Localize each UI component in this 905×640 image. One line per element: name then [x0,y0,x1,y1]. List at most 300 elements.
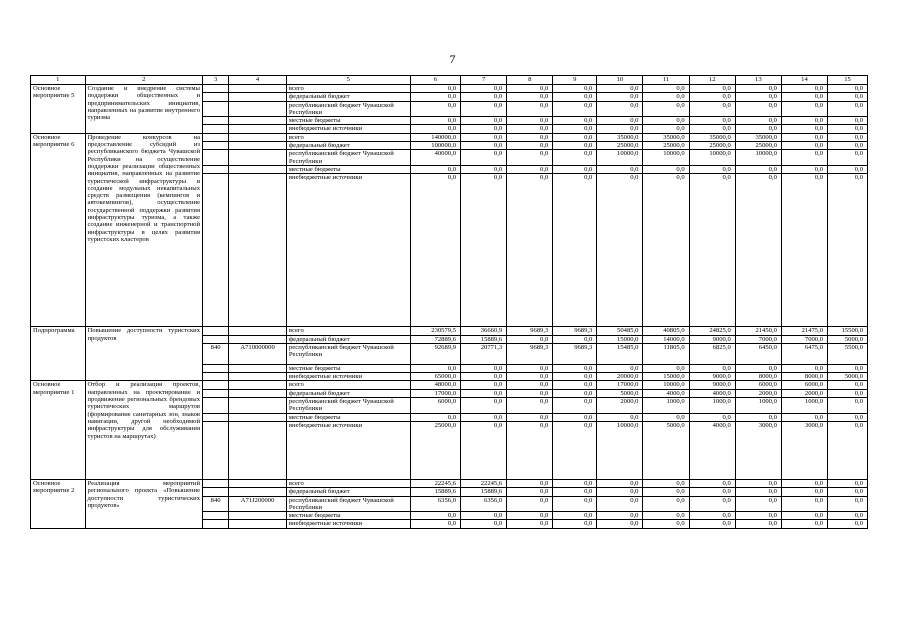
amount-cell: 6356,0 [461,496,507,512]
amount-cell: 15889,6 [410,488,460,496]
funding-source: федеральный бюджет [286,335,410,343]
amount-cell: 22245,6 [410,479,460,487]
amount-cell: 0,0 [689,101,735,117]
amount-cell: 2000,0 [735,389,781,397]
amount-cell: 5000,0 [828,335,868,343]
amount-cell: 0,0 [597,125,643,133]
amount-cell: 25000,0 [597,142,643,150]
amount-cell: 0,0 [507,101,553,117]
column-number-header: 10 [597,76,643,85]
amount-cell: 9689,3 [507,343,553,364]
amount-cell: 0,0 [553,520,597,528]
amount-cell: 9689,3 [553,327,597,335]
amount-cell: 0,0 [828,381,868,389]
ministry-code [203,150,229,166]
amount-cell: 0,0 [828,85,868,93]
target-article-code [229,520,287,528]
amount-cell: 9689,3 [507,327,553,335]
column-number-header: 6 [410,76,460,85]
target-article-code [229,117,287,125]
ministry-code [203,117,229,125]
funding-source: местные бюджеты [286,512,410,520]
amount-cell: 25000,0 [643,142,689,150]
amount-cell: 6000,0 [410,398,460,414]
amount-cell: 0,0 [461,174,507,327]
amount-cell: 0,0 [410,125,460,133]
amount-cell: 0,0 [507,85,553,93]
amount-cell: 0,0 [461,381,507,389]
amount-cell: 0,0 [828,520,868,528]
target-article-code [229,327,287,335]
amount-cell: 0,0 [507,165,553,173]
amount-cell: 0,0 [643,101,689,117]
amount-cell: 0,0 [507,373,553,381]
amount-cell: 0,0 [828,174,868,327]
amount-cell: 36660,9 [461,327,507,335]
column-number-header: 12 [689,76,735,85]
amount-cell: 0,0 [553,364,597,372]
ministry-code [203,142,229,150]
amount-cell: 0,0 [507,421,553,479]
amount-cell: 0,0 [643,520,689,528]
ministry-code [203,165,229,173]
amount-cell: 0,0 [643,174,689,327]
target-article-code: A71J200000 [229,496,287,512]
amount-cell: 0,0 [597,85,643,93]
funding-source: федеральный бюджет [286,389,410,397]
funding-source: всего [286,327,410,335]
amount-cell: 0,0 [597,174,643,327]
amount-cell: 0,0 [553,488,597,496]
amount-cell: 0,0 [735,101,781,117]
target-article-code [229,421,287,479]
amount-cell: 0,0 [553,398,597,414]
amount-cell: 0,0 [507,142,553,150]
amount-cell: 10000,0 [643,381,689,389]
table-row [31,133,868,141]
amount-cell: 65000,0 [410,373,460,381]
funding-source: внебюджетные источники [286,520,410,528]
amount-cell: 0,0 [410,165,460,173]
amount-cell: 4000,0 [689,421,735,479]
target-article-code [229,335,287,343]
amount-cell: 0,0 [781,512,827,520]
amount-cell: 0,0 [461,413,507,421]
amount-cell: 6356,0 [410,496,460,512]
amount-cell: 5500,0 [828,343,868,364]
amount-cell: 0,0 [643,85,689,93]
amount-cell: 0,0 [553,381,597,389]
amount-cell: 2000,0 [781,389,827,397]
target-article-code [229,85,287,93]
amount-cell: 0,0 [553,93,597,101]
funding-source: внебюджетные источники [286,421,410,479]
amount-cell: 21450,0 [735,327,781,335]
target-article-code [229,142,287,150]
amount-cell: 0,0 [828,125,868,133]
amount-cell: 92689,9 [410,343,460,364]
amount-cell: 0,0 [643,364,689,372]
amount-cell: 0,0 [643,165,689,173]
column-number-header: 14 [781,76,827,85]
funding-source: всего [286,85,410,93]
amount-cell: 0,0 [689,85,735,93]
amount-cell: 40000,0 [410,150,460,166]
amount-cell: 0,0 [643,413,689,421]
funding-source: федеральный бюджет [286,142,410,150]
amount-cell: 11805,0 [643,343,689,364]
ministry-code [203,421,229,479]
target-article-code [229,398,287,414]
column-number-header: 13 [735,76,781,85]
program-description: Реализация мероприятий регионального проекта «Повышение доступности туристических продуктов» [85,479,202,528]
amount-cell: 0,0 [781,488,827,496]
ministry-code [203,335,229,343]
amount-cell: 9000,0 [689,381,735,389]
amount-cell: 0,0 [553,389,597,397]
table-row [31,327,868,335]
amount-cell: 0,0 [828,398,868,414]
amount-cell: 0,0 [689,520,735,528]
column-number-header: 9 [553,76,597,85]
amount-cell: 0,0 [643,496,689,512]
funding-source: местные бюджеты [286,413,410,421]
amount-cell: 0,0 [828,101,868,117]
header-row [31,76,868,85]
amount-cell: 0,0 [507,364,553,372]
ministry-code [203,479,229,487]
amount-cell: 0,0 [553,496,597,512]
amount-cell: 0,0 [781,117,827,125]
amount-cell: 0,0 [507,479,553,487]
amount-cell: 4000,0 [689,389,735,397]
amount-cell: 72889,6 [410,335,460,343]
column-number-header: 15 [828,76,868,85]
amount-cell: 0,0 [507,381,553,389]
amount-cell: 10000,0 [643,150,689,166]
ministry-code [203,398,229,414]
amount-cell: 15889,6 [461,335,507,343]
amount-cell: 0,0 [410,364,460,372]
target-article-code [229,125,287,133]
amount-cell: 0,0 [781,520,827,528]
column-number-header: 1 [31,76,86,85]
ministry-code [203,101,229,117]
amount-cell: 0,0 [643,125,689,133]
amount-cell: 0,0 [597,413,643,421]
amount-cell: 35000,0 [643,133,689,141]
column-number-header: 3 [203,76,229,85]
ministry-code [203,327,229,335]
amount-cell: 0,0 [735,520,781,528]
amount-cell: 0,0 [507,512,553,520]
amount-cell: 0,0 [461,421,507,479]
ministry-code [203,125,229,133]
ministry-code [203,413,229,421]
target-article-code: A710000000 [229,343,287,364]
amount-cell: 0,0 [643,93,689,101]
target-article-code [229,93,287,101]
amount-cell: 0,0 [461,85,507,93]
amount-cell: 10000,0 [597,421,643,479]
ministry-code [203,373,229,381]
ministry-code [203,174,229,327]
amount-cell: 140000,0 [410,133,460,141]
amount-cell: 0,0 [461,512,507,520]
amount-cell: 0,0 [735,479,781,487]
ministry-code [203,364,229,372]
amount-cell: 0,0 [410,413,460,421]
amount-cell: 6475,0 [781,343,827,364]
target-article-code [229,133,287,141]
ministry-code [203,488,229,496]
amount-cell: 0,0 [553,413,597,421]
amount-cell: 0,0 [507,150,553,166]
ministry-code [203,133,229,141]
amount-cell: 4000,0 [643,389,689,397]
amount-cell: 0,0 [461,117,507,125]
amount-cell: 0,0 [507,520,553,528]
amount-cell: 0,0 [553,512,597,520]
target-article-code [229,381,287,389]
target-article-code [229,512,287,520]
program-description: Создание и внедрение системы поддержки общественных и предпринимательских инициатив, направленных на развитие внутреннего туризма [85,85,202,134]
amount-cell: 50485,0 [597,327,643,335]
program-title: Основное мероприятие 6 [31,133,86,326]
funding-source: всего [286,479,410,487]
funding-source: федеральный бюджет [286,488,410,496]
amount-cell: 0,0 [828,496,868,512]
amount-cell: 9000,0 [689,373,735,381]
amount-cell: 0,0 [461,389,507,397]
amount-cell: 0,0 [410,174,460,327]
program-description: Повышение доступности туристских продуктов [85,327,202,381]
program-title: Основное мероприятие 1 [31,381,86,479]
amount-cell: 0,0 [461,373,507,381]
amount-cell: 0,0 [828,117,868,125]
amount-cell: 8000,0 [781,373,827,381]
column-number-header: 8 [507,76,553,85]
amount-cell: 0,0 [597,496,643,512]
amount-cell: 0,0 [507,125,553,133]
amount-cell: 230579,5 [410,327,460,335]
funding-source: республиканский бюджет Чувашской Республики [286,398,410,414]
amount-cell: 0,0 [461,398,507,414]
amount-cell: 0,0 [828,364,868,372]
funding-source: местные бюджеты [286,165,410,173]
funding-source: внебюджетные источники [286,174,410,327]
funding-source: внебюджетные источники [286,373,410,381]
funding-source: республиканский бюджет Чувашской Республики [286,343,410,364]
target-article-code [229,364,287,372]
amount-cell: 20000,0 [597,373,643,381]
amount-cell: 0,0 [410,101,460,117]
amount-cell: 0,0 [597,364,643,372]
amount-cell: 7000,0 [735,335,781,343]
amount-cell: 7000,0 [781,335,827,343]
amount-cell: 0,0 [461,520,507,528]
amount-cell: 0,0 [689,117,735,125]
amount-cell: 25000,0 [410,421,460,479]
amount-cell: 10000,0 [735,150,781,166]
amount-cell: 0,0 [781,364,827,372]
page-number: 7 [449,52,456,66]
amount-cell: 0,0 [689,488,735,496]
amount-cell: 0,0 [735,488,781,496]
budget-table [30,75,868,529]
target-article-code [229,488,287,496]
amount-cell: 0,0 [781,413,827,421]
amount-cell: 0,0 [735,174,781,327]
funding-source: местные бюджеты [286,364,410,372]
amount-cell: 0,0 [507,496,553,512]
amount-cell: 0,0 [507,117,553,125]
amount-cell: 0,0 [461,101,507,117]
amount-cell: 5000,0 [597,389,643,397]
amount-cell: 0,0 [735,364,781,372]
amount-cell: 0,0 [781,101,827,117]
amount-cell: 0,0 [828,389,868,397]
amount-cell: 17000,0 [410,389,460,397]
funding-source: республиканский бюджет Чувашской Республики [286,496,410,512]
amount-cell: 0,0 [410,512,460,520]
amount-cell: 0,0 [553,125,597,133]
program-description: Проведение конкурсов на предоставление субсидий из республиканского бюджета Чувашской Республики на осуществление поддержки реализации общественных инициатив, направленных на развитие туристической инфраструктуры и создание модульных некапитальных средств размещения (кемпингов и автокемпингов), осуществление государственной поддержки развития инфраструктуры туризма, а также создание инженерной и транспортной инфраструктуры в целях развития туристских кластеров [85,133,202,326]
ministry-code [203,85,229,93]
ministry-code [203,520,229,528]
amount-cell: 10000,0 [597,150,643,166]
ministry-code [203,389,229,397]
amount-cell: 25000,0 [689,142,735,150]
column-number-header: 4 [229,76,287,85]
amount-cell: 0,0 [781,93,827,101]
amount-cell: 0,0 [507,413,553,421]
amount-cell: 0,0 [553,479,597,487]
amount-cell: 0,0 [597,93,643,101]
amount-cell: 15000,0 [597,335,643,343]
amount-cell: 0,0 [553,150,597,166]
amount-cell: 0,0 [553,335,597,343]
amount-cell: 1000,0 [781,398,827,414]
amount-cell: 0,0 [461,93,507,101]
amount-cell: 0,0 [597,101,643,117]
amount-cell: 21475,0 [781,327,827,335]
amount-cell: 2000,0 [597,398,643,414]
amount-cell: 0,0 [410,85,460,93]
amount-cell: 1000,0 [643,398,689,414]
ministry-code [203,512,229,520]
amount-cell: 24825,0 [689,327,735,335]
funding-source: местные бюджеты [286,117,410,125]
amount-cell: 0,0 [689,413,735,421]
amount-cell: 0,0 [507,398,553,414]
target-article-code [229,150,287,166]
amount-cell: 0,0 [735,512,781,520]
target-article-code [229,479,287,487]
amount-cell: 0,0 [507,488,553,496]
column-number-header: 2 [85,76,202,85]
funding-source: всего [286,133,410,141]
funding-source: республиканский бюджет Чувашской Республики [286,150,410,166]
amount-cell: 6000,0 [735,381,781,389]
amount-cell: 0,0 [461,142,507,150]
target-article-code [229,373,287,381]
amount-cell: 5000,0 [643,421,689,479]
amount-cell: 0,0 [735,496,781,512]
table-row [31,85,868,93]
amount-cell: 9689,3 [553,343,597,364]
amount-cell: 0,0 [689,479,735,487]
amount-cell: 0,0 [781,125,827,133]
table-row [31,479,868,487]
amount-cell: 0,0 [735,85,781,93]
amount-cell: 5000,0 [828,373,868,381]
amount-cell: 0,0 [553,101,597,117]
amount-cell: 0,0 [781,165,827,173]
amount-cell: 0,0 [507,133,553,141]
program-title: Основное мероприятие 2 [31,479,86,528]
amount-cell: 0,0 [553,421,597,479]
amount-cell: 0,0 [643,512,689,520]
amount-cell: 0,0 [597,165,643,173]
amount-cell: 9000,0 [689,335,735,343]
ministry-code [203,93,229,101]
amount-cell: 6450,0 [735,343,781,364]
amount-cell: 6825,0 [689,343,735,364]
amount-cell: 0,0 [781,142,827,150]
amount-cell: 0,0 [828,165,868,173]
amount-cell: 0,0 [461,133,507,141]
amount-cell: 0,0 [735,165,781,173]
amount-cell: 0,0 [553,117,597,125]
amount-cell: 0,0 [735,413,781,421]
amount-cell: 0,0 [507,93,553,101]
target-article-code [229,413,287,421]
amount-cell: 6000,0 [781,381,827,389]
amount-cell: 0,0 [597,488,643,496]
amount-cell: 0,0 [781,174,827,327]
column-number-header: 11 [643,76,689,85]
amount-cell: 0,0 [507,389,553,397]
amount-cell: 0,0 [597,520,643,528]
amount-cell: 0,0 [461,150,507,166]
amount-cell: 0,0 [553,174,597,327]
amount-cell: 0,0 [689,174,735,327]
amount-cell: 0,0 [461,125,507,133]
program-title: Подпрограмма [31,327,86,381]
amount-cell: 48000,0 [410,381,460,389]
amount-cell: 0,0 [828,479,868,487]
amount-cell: 0,0 [828,133,868,141]
target-article-code [229,174,287,327]
ministry-code: 840 [203,496,229,512]
amount-cell: 0,0 [643,479,689,487]
amount-cell: 0,0 [828,488,868,496]
amount-cell: 35000,0 [597,133,643,141]
amount-cell: 15500,0 [828,327,868,335]
amount-cell: 0,0 [507,335,553,343]
amount-cell: 0,0 [689,496,735,512]
amount-cell: 0,0 [828,512,868,520]
amount-cell: 0,0 [689,165,735,173]
amount-cell: 1000,0 [689,398,735,414]
amount-cell: 35000,0 [735,133,781,141]
amount-cell: 0,0 [553,373,597,381]
ministry-code [203,381,229,389]
amount-cell: 100000,0 [410,142,460,150]
amount-cell: 3000,0 [781,421,827,479]
amount-cell: 35000,0 [689,133,735,141]
